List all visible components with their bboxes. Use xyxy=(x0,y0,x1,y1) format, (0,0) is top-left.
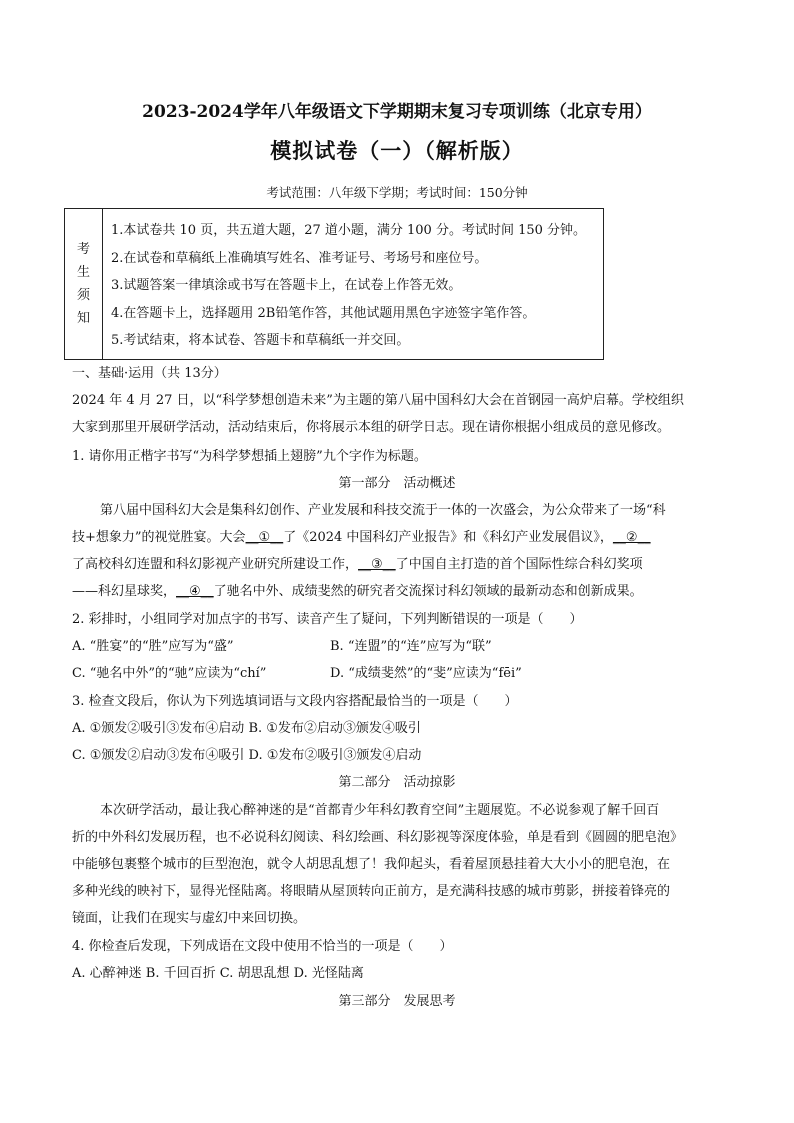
text-segment: 了驰名中外、成绩斐然的研究者交流探讨科幻领域的最新动态和创新成果。 xyxy=(213,584,643,599)
notice-label-char: 须 xyxy=(76,288,90,303)
text-segment: 了《2024 中国科幻产业报告》和《科幻产业发展倡议》， xyxy=(283,530,613,545)
options: A. 心醉神迷 B. 千回百折 C. 胡思乱想 D. 光怪陆离 xyxy=(72,966,364,981)
options-ab: A. ①颁发②吸引③发布④启动 B. ①发布②启动③颁发④吸引 xyxy=(72,721,421,736)
fill-blank-2: __②__ xyxy=(612,530,651,545)
text-segment: 技+想象力”的视觉胜宴。大会 xyxy=(72,530,246,545)
notice-label-char: 生 xyxy=(76,265,90,280)
option-d: D. “成绩斐然”的“斐”应读为“fēi” xyxy=(330,666,522,681)
option-a: A. “胜宴”的“胜”应写为“盛” xyxy=(72,639,234,654)
paragraph-line: 本次研学活动，最让我心醉神迷的是“首都青少年科幻教育空间”主题展览。不必说参观了解千回百 xyxy=(100,803,660,818)
paragraph-line xyxy=(72,553,643,572)
exam-scope: 考试范围：八年级下学期；考试时间：150分钟 xyxy=(266,185,528,200)
notice-item: 1.本试卷共 10 页，共五道大题，27 道小题，满分 100 分。考试时间 150 分钟。 xyxy=(111,223,587,238)
option-c: C. “驰名中外”的“驰”应读为“chí” xyxy=(72,666,267,681)
notice-item: 4.在答题卡上，选择题用 2B铅笔作答，其他试题用黑色字迹签字笔作答。 xyxy=(111,305,536,321)
notice-item: 3.试题答案一律填涂或书写在答题卡上，在试卷上作答无效。 xyxy=(111,278,462,293)
fill-blank-3: __③__ xyxy=(358,557,396,572)
options-cd: C. ①颁发②启动③发布④吸引 D. ①发布②吸引③颁发④启动 xyxy=(72,748,422,763)
question-4: 4. 你检查后发现，下列成语在文段中使用不恰当的一项是（ ） xyxy=(72,939,453,954)
part2-title: 第二部分 活动掠影 xyxy=(338,775,456,790)
paragraph-line: 多种光线的映衬下，显得光怪陆离。将眼睛从屋顶转向正前方，是充满科技感的城市剪影，拼接着锋亮的 xyxy=(72,884,671,899)
paragraph-line: 第八届中国科幻大会是集科幻创作、产业发展和科技交流于一体的一次盛会，为公众带来了一场“科 xyxy=(100,503,666,518)
intro-line: 大家到那里开展研学活动，活动结束后，你将展示本组的研学日志。现在请你根据小组成员的意见修改。 xyxy=(72,420,671,435)
text-segment: 了高校科幻连盟和科幻影视产业研究所建设工作， xyxy=(72,557,359,572)
part1-title: 第一部分 活动概述 xyxy=(338,476,456,491)
part3-title: 第三部分 发展思考 xyxy=(338,994,456,1009)
paragraph-line: 镜面，让我们在现实与虚幻中来回切换。 xyxy=(72,911,307,926)
question-1: 1. 请你用正楷字书写“为科学梦想插上翅膀”九个字作为标题。 xyxy=(72,449,427,464)
question-2: 2. 彩排时，小组同学对加点字的书写、读音产生了疑问，下列判断错误的一项是（ ） xyxy=(72,612,583,627)
paragraph-line xyxy=(72,526,651,545)
notice-label xyxy=(65,209,103,359)
notice-label-char: 考 xyxy=(76,242,90,257)
fill-blank-4: __④__ xyxy=(176,584,214,599)
notice-item: 2.在试卷和草稿纸上准确填写姓名、准考证号、考场号和座位号。 xyxy=(111,250,488,266)
option-b: B. “连盟”的“连”应写为“联” xyxy=(330,639,492,654)
text-segment: ——科幻星球奖， xyxy=(72,584,177,599)
paragraph-line: 折的中外科幻发展历程，也不必说科幻阅读、科幻绘画、科幻影视等深度体验，单是看到《圆圆的肥皂泡》 xyxy=(72,830,684,845)
text-segment: 了中国自主打造的首个国际性综合科幻奖项 xyxy=(395,557,643,572)
document-title: 2023-2024学年八年级语文下学期期末复习专项训练（北京专用） xyxy=(142,102,652,122)
notice-label-char: 知 xyxy=(76,311,90,326)
document-subtitle: 模拟试卷（一）（解析版） xyxy=(270,138,524,163)
section-heading: 一、基础·运用（共 13分） xyxy=(72,366,227,381)
question-3: 3. 检查文段后，你认为下列选填词语与文段内容搭配最恰当的一项是（ ） xyxy=(72,694,518,709)
paragraph-line: 中能够包裹整个城市的巨型泡泡，就令人胡思乱想了！我仰起头，看着屋顶悬挂着大大小小的肥皂泡，在 xyxy=(72,857,671,872)
candidate-notice-box xyxy=(64,208,604,360)
intro-line: 2024 年 4 月 27 日，以“科学梦想创造未来”为主题的第八届中国科幻大会在首钢园一高炉启幕。学校组织 xyxy=(72,393,684,408)
paragraph-line xyxy=(72,580,643,599)
notice-items xyxy=(103,209,603,359)
notice-item: 5.考试结束，将本试卷、答题卡和草稿纸一并交回。 xyxy=(111,333,410,348)
fill-blank-1: __①__ xyxy=(245,530,284,545)
